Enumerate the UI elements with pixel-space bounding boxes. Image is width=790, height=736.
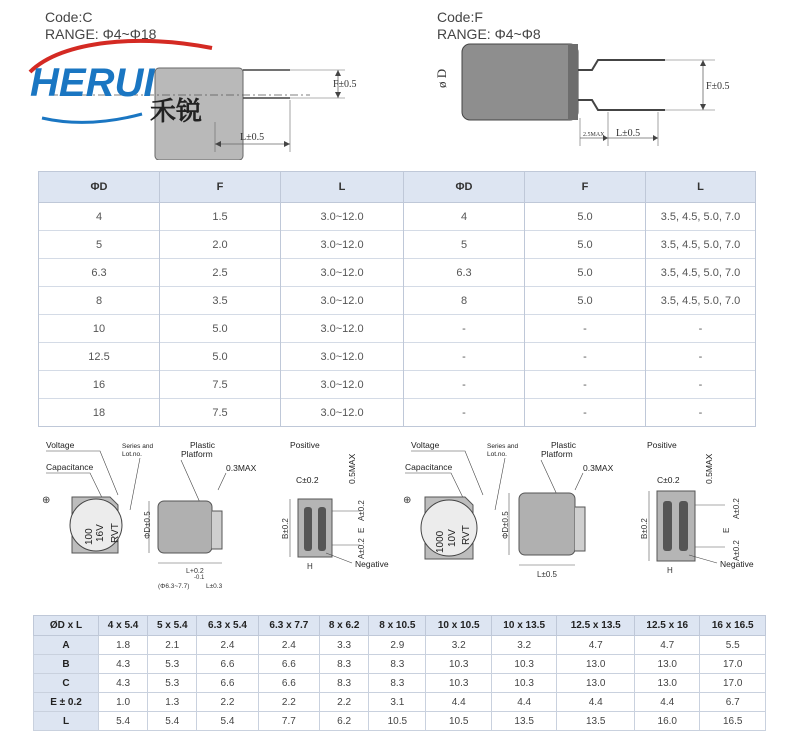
table-cell: 5.4 bbox=[197, 712, 258, 731]
table-cell: 16.0 bbox=[635, 712, 700, 731]
row-header: E ± 0.2 bbox=[34, 693, 99, 712]
series-label: Series and bbox=[487, 443, 519, 450]
table-cell: 13.0 bbox=[557, 674, 635, 693]
table-header: 6.3 x 5.4 bbox=[197, 616, 258, 636]
table-cell: 5 bbox=[39, 231, 160, 259]
l-note: (Φ6.3~7.7) bbox=[158, 583, 190, 590]
terminal-right bbox=[679, 501, 688, 551]
negative-label: Negative bbox=[720, 559, 754, 569]
table-header: 12.5 x 13.5 bbox=[557, 616, 635, 636]
d-dim-label-f: ø D bbox=[434, 68, 449, 88]
table-cell: 16.5 bbox=[700, 712, 766, 731]
herui-logo bbox=[22, 38, 232, 128]
voltage-label: Voltage bbox=[411, 440, 440, 450]
logo-chinese-text: 禾锐 bbox=[150, 96, 203, 126]
table-cell: 6.6 bbox=[258, 655, 319, 674]
table-cell: 6.6 bbox=[197, 674, 258, 693]
row-header: C bbox=[34, 674, 99, 693]
table-cell: 3.1 bbox=[369, 693, 426, 712]
range-f-label: RANGE: Φ4~Φ8 bbox=[437, 26, 541, 42]
table-cell: 3.0~12.0 bbox=[281, 287, 404, 315]
table-cell: 5.4 bbox=[148, 712, 197, 731]
table-cell: 8.3 bbox=[320, 674, 369, 693]
table-header: 8 x 6.2 bbox=[320, 616, 369, 636]
cap-text-series: RVT bbox=[461, 525, 472, 545]
table-cell: 16 bbox=[39, 371, 160, 399]
row-header: L bbox=[34, 712, 99, 731]
smd-right-drawing bbox=[395, 435, 765, 600]
table-cell: 8 bbox=[39, 287, 160, 315]
table-cell: 4.4 bbox=[635, 693, 700, 712]
table-cell: 5.5 bbox=[700, 636, 766, 655]
table-row bbox=[34, 655, 766, 674]
series-label: Series and bbox=[122, 443, 154, 450]
table-header: F bbox=[525, 172, 646, 203]
f-dim-label-c: F±0.5 bbox=[333, 79, 357, 90]
table-cell: 13.5 bbox=[557, 712, 635, 731]
table-cell: 10.5 bbox=[426, 712, 491, 731]
table-cell: 3.0~12.0 bbox=[281, 343, 404, 371]
max03-label: 0.3MAX bbox=[583, 463, 614, 473]
table-cell: 10.3 bbox=[491, 674, 556, 693]
table-cell: 7.5 bbox=[160, 399, 281, 427]
table-cell: 1.0 bbox=[99, 693, 148, 712]
range-c-label: RANGE: Φ4~Φ18 bbox=[45, 26, 157, 42]
table-cell: 6.6 bbox=[197, 655, 258, 674]
h-dim: H bbox=[667, 566, 673, 575]
voltage-label: Voltage bbox=[46, 440, 75, 450]
table-cell: - bbox=[525, 343, 646, 371]
table-cell: 13.0 bbox=[557, 655, 635, 674]
l-dim-label: L±0.5 bbox=[537, 570, 557, 579]
cap-text-value: 1000 bbox=[435, 530, 446, 553]
table-cell: - bbox=[404, 399, 525, 427]
table-cell: 4.3 bbox=[99, 655, 148, 674]
cap-text-series: RVT bbox=[110, 523, 121, 543]
table-cell: 12.5 bbox=[39, 343, 160, 371]
table-cell: 4.7 bbox=[635, 636, 700, 655]
table-cell: 2.4 bbox=[258, 636, 319, 655]
a-dim-bottom: A±0.2 bbox=[732, 540, 741, 561]
table-row bbox=[39, 315, 756, 343]
table-cell: 3.5 bbox=[160, 287, 281, 315]
l-dim-label-c: L±0.5 bbox=[240, 132, 265, 143]
smd-bottom-view bbox=[298, 499, 332, 557]
table-cell: 3.0~12.0 bbox=[281, 259, 404, 287]
table-row bbox=[34, 712, 766, 731]
max05-label: 0.5MAX bbox=[704, 453, 714, 484]
table-cell: 17.0 bbox=[700, 674, 766, 693]
table-header: L bbox=[646, 172, 756, 203]
table-cell: 4.4 bbox=[491, 693, 556, 712]
table-cell: 3.0~12.0 bbox=[281, 371, 404, 399]
e-dim: E bbox=[722, 527, 731, 533]
table-cell: 5.0 bbox=[525, 259, 646, 287]
table-cell: 5.0 bbox=[160, 315, 281, 343]
table-cell: 6.7 bbox=[700, 693, 766, 712]
table-cell: 18 bbox=[39, 399, 160, 427]
table-cell: 3.0~12.0 bbox=[281, 231, 404, 259]
table-cell: 10.3 bbox=[426, 674, 491, 693]
a-dim-top: A±0.2 bbox=[357, 500, 366, 521]
table-cell: 2.2 bbox=[258, 693, 319, 712]
negative-label: Negative bbox=[355, 559, 389, 569]
b-dim-label: B±0.2 bbox=[640, 518, 649, 539]
smd-side-view bbox=[519, 493, 575, 555]
table-cell: - bbox=[646, 399, 756, 427]
c-dim-label: C±0.2 bbox=[657, 475, 680, 485]
table-cell: - bbox=[646, 371, 756, 399]
table-cell: 5.0 bbox=[160, 343, 281, 371]
table-cell: 10.5 bbox=[369, 712, 426, 731]
table-cell: 2.0 bbox=[160, 231, 281, 259]
capacitance-label: Capacitance bbox=[405, 462, 453, 472]
table-cell: 10.3 bbox=[426, 655, 491, 674]
lead-bottom-f bbox=[578, 100, 665, 110]
table-cell: 10 bbox=[39, 315, 160, 343]
cap-text-voltage: 16V bbox=[95, 524, 106, 542]
table-cell: 2.4 bbox=[197, 636, 258, 655]
table-cell: 4.4 bbox=[426, 693, 491, 712]
table-row bbox=[39, 259, 756, 287]
table-cell: 6.3 bbox=[404, 259, 525, 287]
table-cell: - bbox=[404, 371, 525, 399]
code-c-label: Code:C bbox=[45, 9, 93, 25]
max05-label: 0.5MAX bbox=[347, 453, 357, 484]
table-cell: 13.0 bbox=[635, 655, 700, 674]
plastic-label: Plastic bbox=[551, 440, 577, 450]
table-cell: 3.5, 4.5, 5.0, 7.0 bbox=[646, 203, 756, 231]
table-cell: 3.5, 4.5, 5.0, 7.0 bbox=[646, 259, 756, 287]
h-dim: H bbox=[307, 562, 313, 571]
c-dim-label: C±0.2 bbox=[296, 475, 319, 485]
table-row bbox=[39, 399, 756, 427]
row-header: A bbox=[34, 636, 99, 655]
table-cell: 4.3 bbox=[99, 674, 148, 693]
e-dim: E bbox=[357, 527, 366, 533]
table-header: 10 x 10.5 bbox=[426, 616, 491, 636]
lead-top-f bbox=[578, 60, 665, 70]
l-tol-plus: L+0.2 bbox=[186, 568, 204, 575]
max-dim-label-f: 2.5MAX bbox=[583, 132, 605, 138]
table-row bbox=[34, 636, 766, 655]
cap-text-value: 100 bbox=[84, 528, 95, 545]
d-dim-label: ΦD±0.5 bbox=[501, 511, 510, 539]
lead-spacing-table bbox=[38, 171, 756, 427]
table-cell: 5.0 bbox=[525, 287, 646, 315]
table-header: ØD x L bbox=[34, 616, 99, 636]
table-cell: 17.0 bbox=[700, 655, 766, 674]
max03-label: 0.3MAX bbox=[226, 463, 257, 473]
d-dim-label: ΦD±0.5 bbox=[143, 511, 152, 539]
table-cell: 8.3 bbox=[369, 655, 426, 674]
smd-left-drawing bbox=[30, 435, 400, 600]
table-cell: 7.5 bbox=[160, 371, 281, 399]
table-row bbox=[34, 674, 766, 693]
row-header: B bbox=[34, 655, 99, 674]
table-cell: 5.3 bbox=[148, 655, 197, 674]
table-header: 16 x 16.5 bbox=[700, 616, 766, 636]
table-header-row bbox=[39, 172, 756, 203]
capacitor-body-f bbox=[462, 44, 578, 120]
table-cell: 3.2 bbox=[491, 636, 556, 655]
table-header-row bbox=[34, 616, 766, 636]
table-cell: 3.0~12.0 bbox=[281, 203, 404, 231]
table-cell: 2.1 bbox=[148, 636, 197, 655]
table-cell: 8.3 bbox=[369, 674, 426, 693]
code-f-label: Code:F bbox=[437, 9, 483, 25]
table-cell: 8.3 bbox=[320, 655, 369, 674]
table-cell: 10.3 bbox=[491, 655, 556, 674]
table-header: F bbox=[160, 172, 281, 203]
table-cell: 1.8 bbox=[99, 636, 148, 655]
table-cell: - bbox=[646, 315, 756, 343]
table-cell: 6.3 bbox=[39, 259, 160, 287]
table-cell: 7.7 bbox=[258, 712, 319, 731]
table-header: ΦD bbox=[39, 172, 160, 203]
positive-label: Positive bbox=[647, 440, 677, 450]
table-header: ΦD bbox=[404, 172, 525, 203]
b-dim-label: B±0.2 bbox=[281, 518, 290, 539]
table-row bbox=[39, 287, 756, 315]
table-cell: - bbox=[404, 315, 525, 343]
table-row bbox=[34, 693, 766, 712]
table-cell: 4 bbox=[404, 203, 525, 231]
table-header: 8 x 10.5 bbox=[369, 616, 426, 636]
f-dim-label-f: F±0.5 bbox=[706, 81, 730, 92]
table-cell: 3.5, 4.5, 5.0, 7.0 bbox=[646, 231, 756, 259]
table-cell: 3.3 bbox=[320, 636, 369, 655]
table-header: 4 x 5.4 bbox=[99, 616, 148, 636]
table-cell: 1.3 bbox=[148, 693, 197, 712]
table-header: 5 x 5.4 bbox=[148, 616, 197, 636]
table-cell: 3.0~12.0 bbox=[281, 399, 404, 427]
code-f-drawing bbox=[420, 40, 760, 150]
table-cell: 6.2 bbox=[320, 712, 369, 731]
table-cell: - bbox=[525, 315, 646, 343]
table-cell: 2.5 bbox=[160, 259, 281, 287]
table-header: 10 x 13.5 bbox=[491, 616, 556, 636]
plastic-label: Plastic bbox=[190, 440, 216, 450]
table-cell: 2.2 bbox=[320, 693, 369, 712]
l-dim-label-f: L±0.5 bbox=[616, 128, 641, 139]
l-note2: L±0.3 bbox=[206, 583, 223, 590]
table-cell: 13.5 bbox=[491, 712, 556, 731]
smd-dimension-table bbox=[33, 615, 766, 731]
terminal-left bbox=[663, 501, 672, 551]
lotno-label: Lot.no. bbox=[122, 451, 142, 458]
table-cell: - bbox=[404, 343, 525, 371]
table-row bbox=[39, 203, 756, 231]
plus-mark: ⊕ bbox=[403, 495, 412, 506]
table-header: L bbox=[281, 172, 404, 203]
table-cell: 4.4 bbox=[557, 693, 635, 712]
positive-label: Positive bbox=[290, 440, 320, 450]
table-cell: 1.5 bbox=[160, 203, 281, 231]
table-header: 6.3 x 7.7 bbox=[258, 616, 319, 636]
smd-bottom-view bbox=[657, 491, 695, 561]
table-cell: - bbox=[525, 399, 646, 427]
table-cell: 13.0 bbox=[635, 674, 700, 693]
table-cell: 6.6 bbox=[258, 674, 319, 693]
smd-side-view bbox=[158, 501, 212, 553]
table-cell: 5.4 bbox=[99, 712, 148, 731]
table-header: 12.5 x 16 bbox=[635, 616, 700, 636]
table-row bbox=[39, 371, 756, 399]
table-cell: - bbox=[525, 371, 646, 399]
table-cell: 5.0 bbox=[525, 203, 646, 231]
table-cell: 8 bbox=[404, 287, 525, 315]
table-cell: 5.0 bbox=[525, 231, 646, 259]
a-dim-bottom: A±0.2 bbox=[357, 538, 366, 559]
table-row bbox=[39, 343, 756, 371]
table-cell: 4 bbox=[39, 203, 160, 231]
table-cell: 2.9 bbox=[369, 636, 426, 655]
table-cell: 2.2 bbox=[197, 693, 258, 712]
table-cell: 3.0~12.0 bbox=[281, 315, 404, 343]
lotno-label: Lot.no. bbox=[487, 451, 507, 458]
table-cell: 3.2 bbox=[426, 636, 491, 655]
table-cell: - bbox=[646, 343, 756, 371]
cap-text-voltage: 10V bbox=[447, 529, 458, 547]
table-cell: 5 bbox=[404, 231, 525, 259]
l-tol-minus: -0.1 bbox=[194, 575, 205, 581]
table-cell: 5.3 bbox=[148, 674, 197, 693]
a-dim-top: A±0.2 bbox=[732, 498, 741, 519]
terminal-right bbox=[318, 507, 326, 551]
platform-label: Platform bbox=[541, 449, 573, 459]
table-cell: 3.5, 4.5, 5.0, 7.0 bbox=[646, 287, 756, 315]
logo-swoosh-blue bbox=[42, 114, 142, 122]
table-cell: 4.7 bbox=[557, 636, 635, 655]
platform-label: Platform bbox=[181, 449, 213, 459]
logo-brand-text: HERUI bbox=[30, 61, 155, 105]
terminal-left bbox=[304, 507, 312, 551]
table-row bbox=[39, 231, 756, 259]
capacitance-label: Capacitance bbox=[46, 462, 94, 472]
plus-mark: ⊕ bbox=[42, 495, 51, 506]
